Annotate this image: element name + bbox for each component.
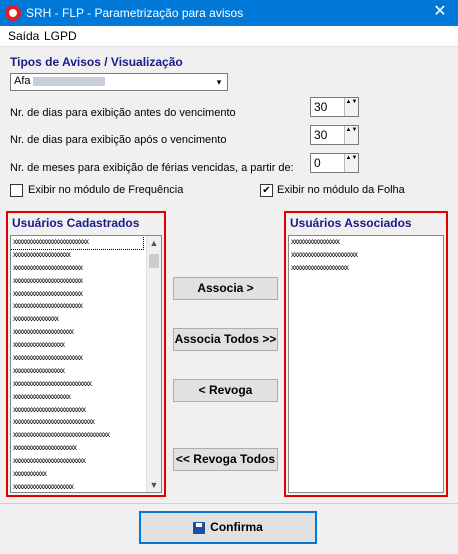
scrollbar[interactable] [146,236,161,492]
list-item[interactable]: xxxxxxxxxxxxxxxxxxxxxxx [13,288,82,298]
list-item[interactable]: xxxxxxxxxxxxxxxxxxxxxxxx [13,456,85,466]
save-icon [193,522,205,534]
dias-apos-stepper[interactable] [310,125,359,145]
confirma-button[interactable] [139,511,317,544]
meses-ferias-stepper[interactable] [310,153,359,173]
meses-ferias-value[interactable]: 0 [314,156,321,170]
list-item[interactable]: xxxxxxxxxxxxxxxxx [13,365,64,375]
list-item[interactable]: xxxxxxxxxxxxxxx [13,314,58,324]
dias-antes-label: Nr. de dias para exibição antes do vencimento [10,107,236,119]
tipo-aviso-select[interactable] [10,73,228,91]
list-item[interactable]: xxxxxxxxxxxxxxxxxxx [13,249,70,259]
list-item[interactable]: xxxxxxxxxxxxxxxxxxxxxxxxxxxxxxxx [13,430,109,440]
list-item[interactable]: xxxxxxxxxxxxxxxxxxxxxxxx [13,404,85,414]
list-item[interactable]: xxxxxxxxxxxxxxxxxxxx [13,481,73,491]
list-item[interactable]: xxxxxxxxxxxxxxxxx [13,340,64,350]
dias-apos-label: Nr. de dias para exibição após o vencimento [10,134,227,146]
scroll-up-icon[interactable]: ▲ [149,238,159,248]
tipo-aviso-selected: Afa [14,75,31,87]
list-item[interactable]: xxxxxxxxxxxxxxxxxxxxxxxxx [11,236,143,249]
menu-item-lgpd[interactable]: LGPD [44,29,77,43]
list-item[interactable]: xxxxxxxxxxxxxxxxxxxxxx [291,249,357,259]
menu-bar [0,26,458,47]
dias-apos-value[interactable]: 30 [314,128,328,142]
avisos-section-title: Tipos de Avisos / Visualização [10,55,183,69]
associados-group [284,211,448,497]
revoga-todos-button[interactable]: << Revoga Todos [173,448,278,471]
frequencia-checkbox[interactable] [10,184,23,197]
spin-arrows-icon[interactable]: ▲▼ [344,126,358,144]
dias-antes-stepper[interactable] [310,97,359,117]
menu-item-saida[interactable]: Saída [8,29,40,43]
list-item[interactable]: xxxxxxxxxxxxxxxxxxxxxxx [13,262,82,272]
associa-todos-button[interactable]: Associa Todos >> [173,328,278,351]
folha-label: Exibir no módulo da Folha [277,184,405,196]
window-title: SRH - FLP - Parametrização para avisos [26,6,244,20]
dias-antes-value[interactable]: 30 [314,100,328,114]
redacted-text [33,77,105,86]
list-item[interactable]: xxxxxxxxxxxxxxxx [291,237,339,246]
list-item[interactable]: xxxxxxxxxxx [13,469,46,479]
frequencia-label: Exibir no módulo de Frequência [28,184,184,196]
app-logo-icon [5,5,21,21]
folha-checkbox[interactable]: ✔ [260,184,273,197]
spin-arrows-icon[interactable]: ▲▼ [344,98,358,116]
list-item[interactable]: xxxxxxxxxxxxxxxxxxxxxxx [13,275,82,285]
chevron-down-icon[interactable]: ▾ [216,77,222,87]
associa-button[interactable]: Associa > [173,277,278,300]
list-item[interactable]: xxxxxxxxxxxxxxxxxxxxxxxxxxx [13,417,94,427]
meses-ferias-label: Nr. de meses para exibição de férias vencidas, a partir de: [10,162,294,174]
revoga-button[interactable]: < Revoga [173,379,278,402]
list-item[interactable]: xxxxxxxxxxxxxxxxxxxxxxx [13,301,82,311]
list-item[interactable]: xxxxxxxxxxxxxxxxxxxxxxxxxx [13,378,91,388]
cadastrados-title: Usuários Cadastrados [12,216,140,230]
scroll-down-icon[interactable]: ▼ [149,480,159,490]
cadastrados-items [11,236,161,493]
cadastrados-list[interactable] [10,235,162,493]
associados-list[interactable] [288,235,444,493]
associados-items [289,236,443,275]
confirma-label: Confirma [210,520,263,534]
list-item[interactable]: xxxxxxxxxxxxxxxxxxxxx [13,443,76,453]
associados-title: Usuários Associados [290,216,412,230]
cadastrados-group [6,211,166,497]
title-bar [0,0,458,26]
list-item[interactable]: xxxxxxxxxxxxxxxxxxx [13,391,70,401]
list-item[interactable]: xxxxxxxxxxxxxxxxxxxxxxx [13,353,82,363]
scroll-thumb[interactable] [149,254,159,268]
list-item[interactable]: xxxxxxxxxxxxxxxxxxx [291,262,348,272]
spin-arrows-icon[interactable]: ▲▼ [344,154,358,172]
list-item[interactable]: xxxxxxxxxxxxxxxxxxxx [13,327,73,337]
close-button[interactable]: ✕ [433,3,447,20]
